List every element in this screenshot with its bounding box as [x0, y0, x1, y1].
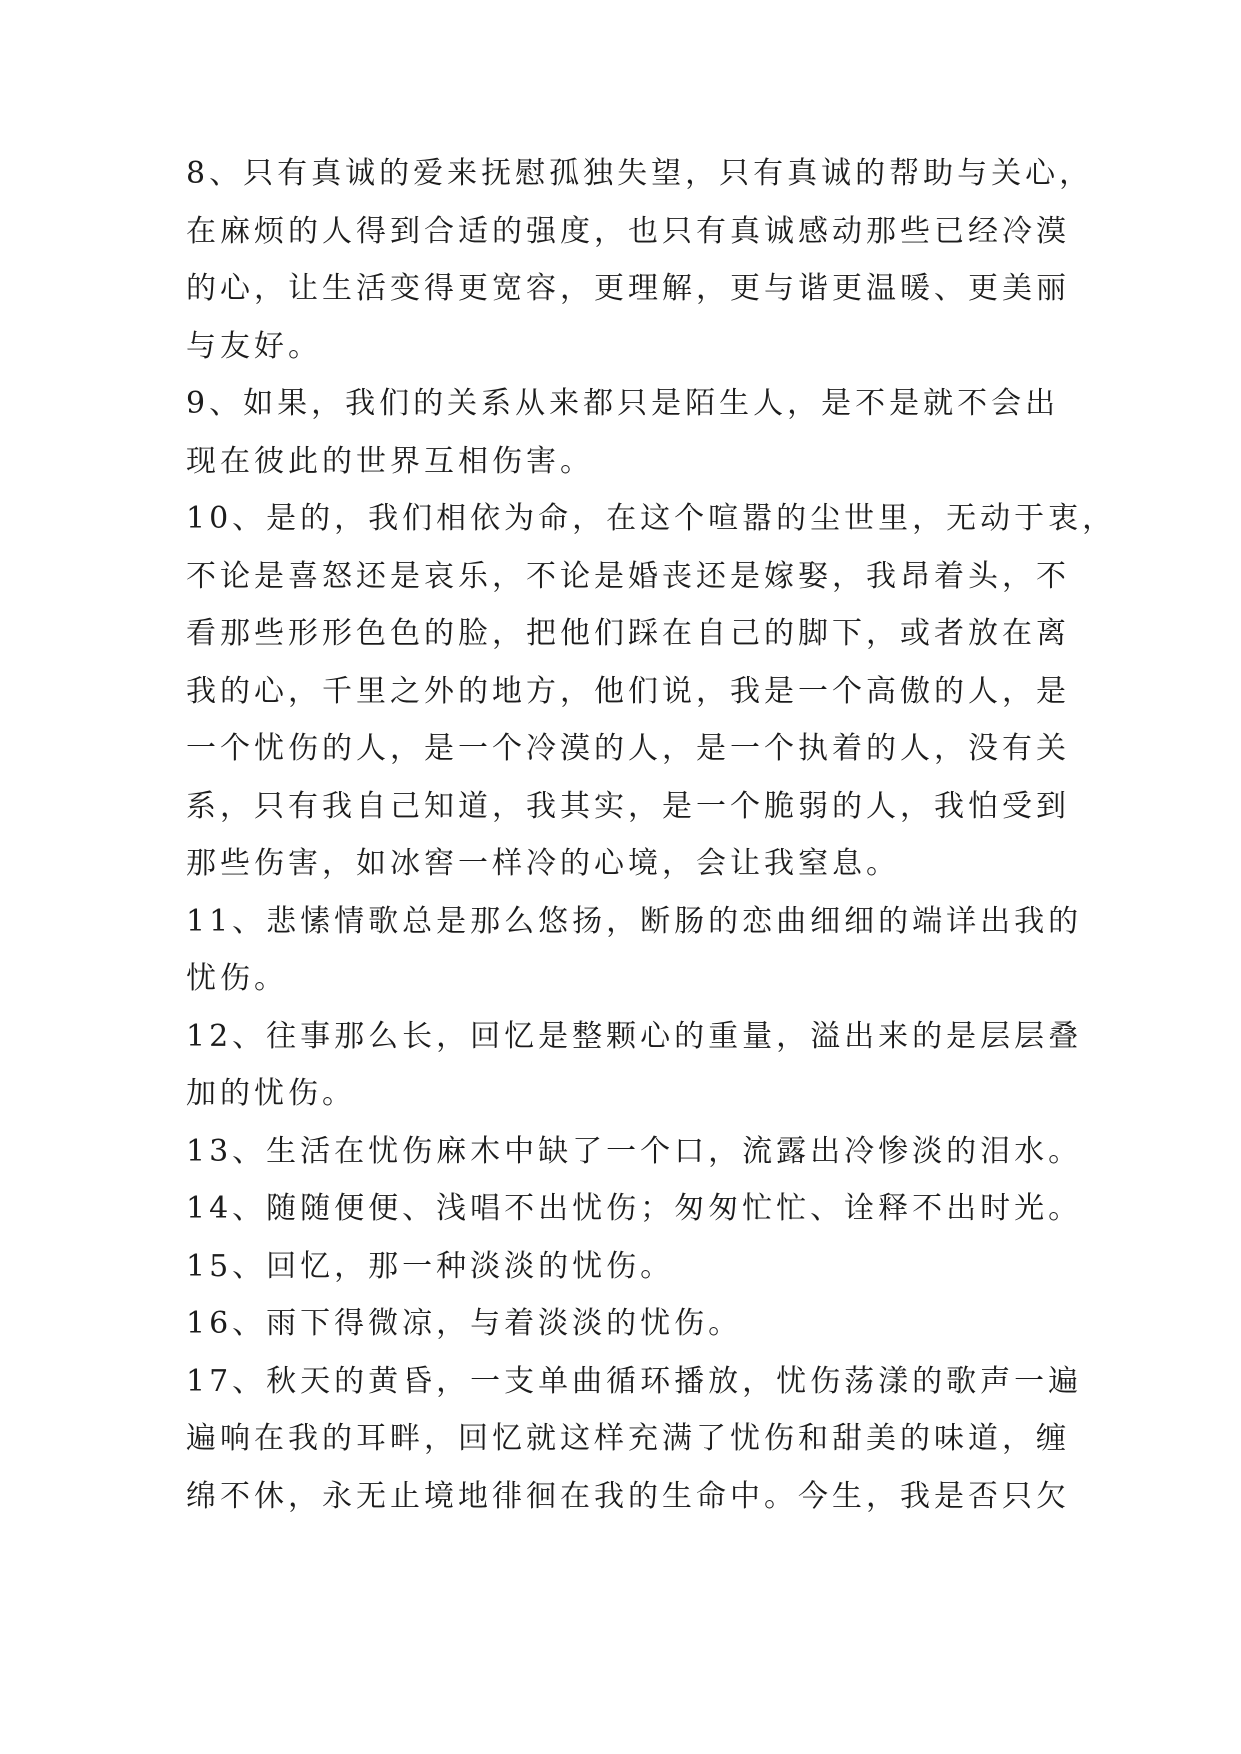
text-line: 12、往事那么长，回忆是整颗心的重量，溢出来的是层层叠	[186, 1018, 1083, 1054]
text-line: 那些伤害，如冰窖一样冷的心境，会让我窒息。	[186, 846, 900, 881]
text-line: 14、随随便便、浅唱不出忧伤；匆匆忙忙、诠释不出时光。	[186, 1191, 1083, 1226]
text-line: 与友好。	[186, 328, 322, 364]
text-line: 看那些形形色色的脸，把他们踩在自己的脚下，或者放在离	[186, 616, 1070, 651]
text-line: 我的心，千里之外的地方，他们说，我是一个高傲的人，是	[186, 673, 1070, 709]
text-line: 不论是喜怒还是哀乐，不论是婚丧还是嫁娶，我昂着头，不	[186, 558, 1070, 594]
text-line: 16、雨下得微凉，与着淡淡的忧伤。	[186, 1306, 743, 1341]
text-line: 13、生活在忧伤麻木中缺了一个口，流露出冷惨淡的泪水。	[186, 1133, 1083, 1169]
text-line: 10、是的，我们相依为命，在这个喧嚣的尘世里，无动于衷，	[186, 501, 1117, 536]
text-line: 11、悲愫情歌总是那么悠扬，断肠的恋曲细细的端详出我的	[186, 903, 1083, 939]
text-line: 现在彼此的世界互相伤害。	[186, 443, 594, 479]
text-line: 忧伤。	[186, 961, 288, 996]
text-line: 17、秋天的黄昏，一支单曲循环播放，忧伤荡漾的歌声一遍	[186, 1363, 1083, 1399]
text-line: 8、只有真诚的爱来抚慰孤独失望，只有真诚的帮助与关心，	[186, 156, 1094, 191]
text-line: 15、回忆，那一种淡淡的忧伤。	[186, 1248, 675, 1284]
text-line: 加的忧伤。	[186, 1076, 356, 1111]
text-line: 一个忧伤的人，是一个冷漠的人，是一个执着的人，没有关	[186, 731, 1070, 766]
text-line: 的心，让生活变得更宽容，更理解，更与谐更温暖、更美丽	[186, 271, 1070, 306]
text-line: 9、如果，我们的关系从来都只是陌生人，是不是就不会出	[186, 386, 1060, 421]
document-body	[186, 145, 1117, 1525]
text-line: 系，只有我自己知道，我其实，是一个脆弱的人，我怕受到	[186, 788, 1070, 824]
text-line: 在麻烦的人得到合适的强度，也只有真诚感动那些已经冷漠	[186, 213, 1070, 249]
text-line: 绵不休，永无止境地徘徊在我的生命中。今生，我是否只欠	[186, 1478, 1070, 1514]
text-line: 遍响在我的耳畔，回忆就这样充满了忧伤和甜美的味道，缠	[186, 1421, 1070, 1456]
